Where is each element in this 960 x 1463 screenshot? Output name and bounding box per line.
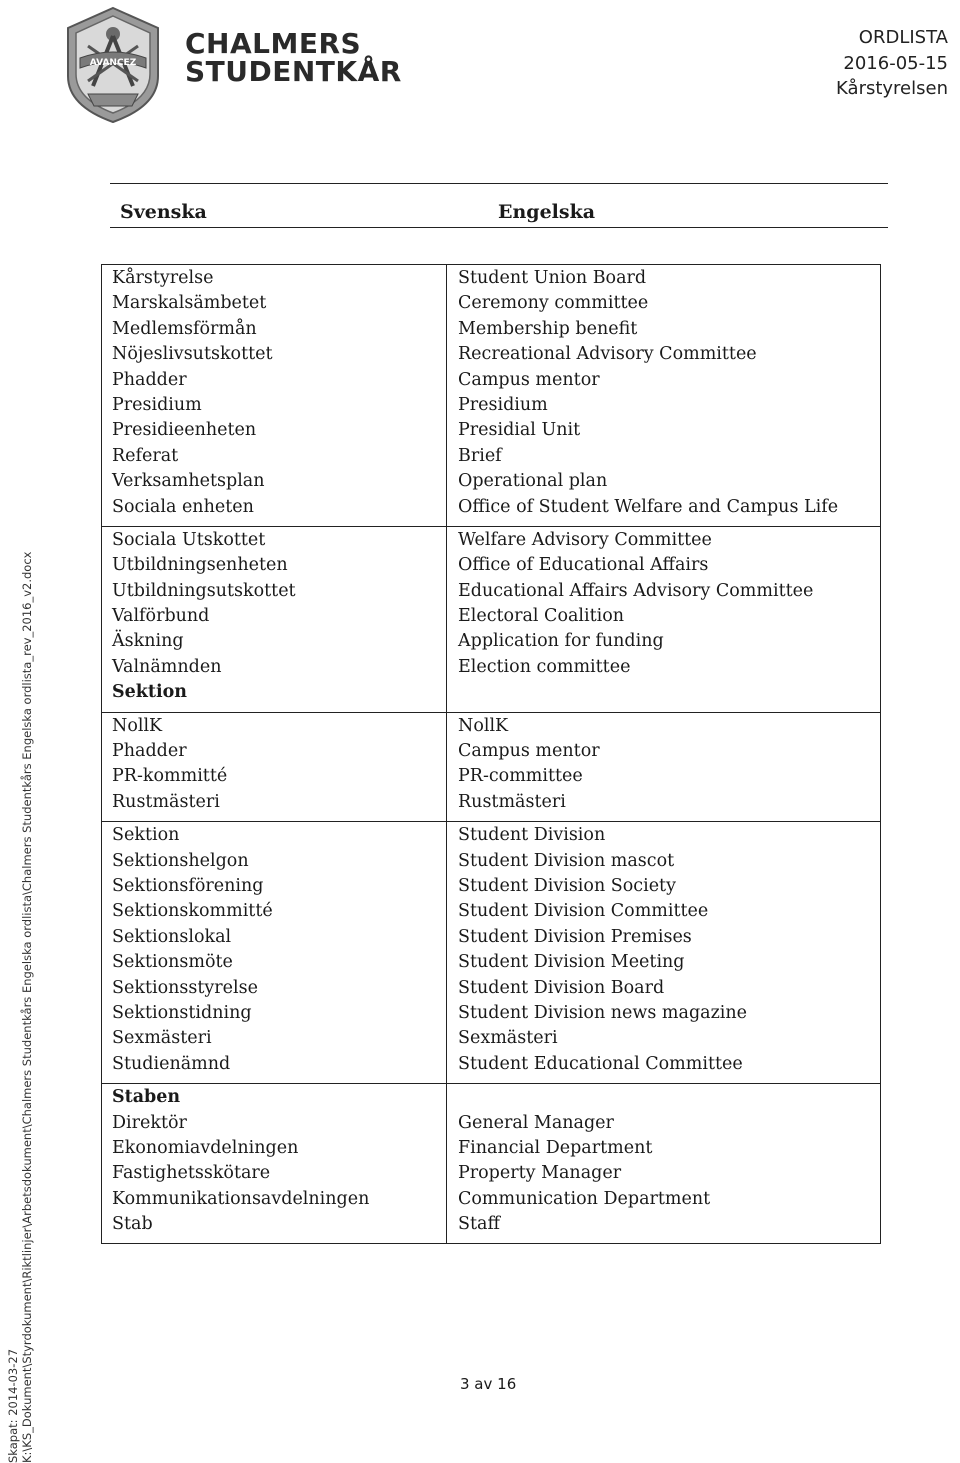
swedish-term: Marskalsämbetet (112, 293, 267, 314)
swedish-term: Presidium (112, 394, 202, 415)
swedish-term: Presidieenheten (112, 420, 257, 441)
english-term: General Manager (458, 1112, 614, 1133)
swedish-term: Studienämnd (112, 1053, 231, 1074)
swedish-term: Sektionsmöte (112, 952, 233, 973)
swedish-term: Kommunikationsavdelningen (112, 1188, 370, 1209)
document-date: 2016-05-15 (843, 52, 948, 74)
swedish-term: Phadder (112, 369, 187, 390)
english-term: Student Division Board (458, 977, 665, 998)
english-term: Student Division mascot (458, 850, 675, 871)
english-term: Election committee (458, 656, 631, 677)
swedish-term: Utbildningsenheten (112, 555, 288, 576)
english-term (458, 680, 872, 705)
swedish-term: Sektionsförening (112, 875, 264, 896)
english-terms-cell (447, 526, 881, 712)
swedish-term: Sektionsstyrelse (112, 977, 258, 998)
swedish-terms-cell (102, 822, 447, 1084)
english-term: Property Manager (458, 1163, 622, 1184)
swedish-term: Verksamhetsplan (112, 471, 265, 492)
english-term: Educational Affairs Advisory Committee (458, 580, 814, 601)
swedish-term: NollK (112, 715, 163, 736)
header-bottom-rule (110, 227, 888, 228)
english-terms-cell (447, 822, 881, 1084)
glossary-group (102, 712, 881, 822)
swedish-term: Stab (112, 1214, 153, 1235)
page-number: 3 av 16 (460, 1375, 517, 1393)
glossary-group (102, 1084, 881, 1244)
swedish-term: Nöjeslivsutskottet (112, 344, 273, 365)
english-term: Student Division Premises (458, 926, 692, 947)
english-term: Office of Educational Affairs (458, 555, 709, 576)
swedish-term: Sociala Utskottet (112, 529, 266, 550)
english-term: Student Division Meeting (458, 952, 685, 973)
swedish-term: Phadder (112, 741, 187, 762)
english-term: Communication Department (458, 1188, 711, 1209)
english-term: Student Division Society (458, 875, 676, 896)
swedish-term: Sektionstidning (112, 1002, 252, 1023)
swedish-term: Valförbund (112, 606, 210, 627)
side-file-info (6, 552, 34, 1463)
swedish-term: Rustmästeri (112, 791, 220, 812)
english-terms-cell (447, 265, 881, 527)
english-term: Student Division news magazine (458, 1002, 748, 1023)
swedish-term: Sektionshelgon (112, 850, 249, 871)
swedish-terms-cell (102, 1084, 447, 1244)
english-term: Sexmästeri (458, 1028, 558, 1049)
svg-text:AVANCEZ: AVANCEZ (89, 58, 137, 68)
swedish-term: Direktör (112, 1112, 187, 1133)
english-term: Recreational Advisory Committee (458, 344, 757, 365)
english-terms-cell (447, 1084, 881, 1244)
logo-line-1: CHALMERS (185, 27, 362, 60)
english-term: Ceremony committee (458, 293, 649, 314)
english-term: Membership benefit (458, 318, 638, 339)
swedish-term: Fastighetsskötare (112, 1163, 271, 1184)
english-term: Staff (458, 1214, 500, 1235)
english-term: Office of Student Welfare and Campus Life (458, 496, 839, 517)
swedish-terms-cell (102, 712, 447, 822)
glossary-table (101, 264, 881, 1244)
swedish-term: Valnämnden (112, 656, 222, 677)
column-heading-swedish: Svenska (120, 201, 207, 223)
english-terms-cell (447, 712, 881, 822)
document-type: ORDLISTA (858, 27, 948, 48)
swedish-term: Referat (112, 445, 179, 466)
swedish-term: Äskning (112, 631, 184, 652)
english-term (458, 1085, 872, 1110)
swedish-term: Sektionskommitté (112, 901, 273, 922)
chalmers-studentkar-wordmark (185, 27, 402, 88)
english-term: Operational plan (458, 471, 608, 492)
swedish-term: Ekonomiavdelningen (112, 1137, 299, 1158)
swedish-term: PR-kommitté (112, 766, 228, 787)
english-term: Welfare Advisory Committee (458, 529, 712, 550)
swedish-terms-cell (102, 526, 447, 712)
english-term: Presidium (458, 394, 548, 415)
english-term: Student Educational Committee (458, 1053, 743, 1074)
english-term: Rustmästeri (458, 791, 566, 812)
english-term: Campus mentor (458, 741, 600, 762)
english-term: Electoral Coalition (458, 606, 625, 627)
header-top-rule (110, 183, 888, 184)
created-date: Skapat: 2014-03-27 (6, 1348, 20, 1463)
document-author: Kårstyrelsen (836, 78, 948, 99)
english-term: PR-committee (458, 766, 583, 787)
swedish-term: Sektion (112, 682, 188, 703)
glossary-group (102, 526, 881, 712)
english-term: Financial Department (458, 1137, 653, 1158)
glossary-group (102, 822, 881, 1084)
swedish-term: Staben (112, 1087, 181, 1108)
swedish-term: Utbildningsutskottet (112, 580, 296, 601)
glossary-group (102, 265, 881, 527)
file-path: K:\KS_Dokument\Styrdokument\Riktlinjer\Arbetsdokument\Chalmers Studentkårs Engelska ordlista\Chalmers Studentkårs Engelska ordlista_rev_2016_v2.docx (20, 551, 34, 1463)
english-term: Brief (458, 445, 502, 466)
swedish-term: Sektionslokal (112, 926, 232, 947)
document-header-info (836, 25, 948, 102)
chalmers-seal-logo (58, 6, 168, 124)
english-term: Presidial Unit (458, 420, 581, 441)
swedish-term: Sexmästeri (112, 1028, 212, 1049)
swedish-terms-cell (102, 265, 447, 527)
column-heading-english: Engelska (498, 201, 596, 223)
english-term: Student Union Board (458, 268, 647, 288)
swedish-term: Sektion (112, 825, 180, 846)
swedish-term: Sociala enheten (112, 496, 254, 517)
english-term: Campus mentor (458, 369, 600, 390)
swedish-term: Kårstyrelse (112, 268, 214, 288)
swedish-term: Medlemsförmån (112, 318, 257, 339)
english-term: Application for funding (458, 631, 664, 652)
english-term: NollK (458, 715, 509, 736)
english-term: Student Division (458, 825, 606, 846)
logo-line-2: STUDENTKÅR (185, 55, 402, 88)
english-term: Student Division Committee (458, 901, 709, 922)
